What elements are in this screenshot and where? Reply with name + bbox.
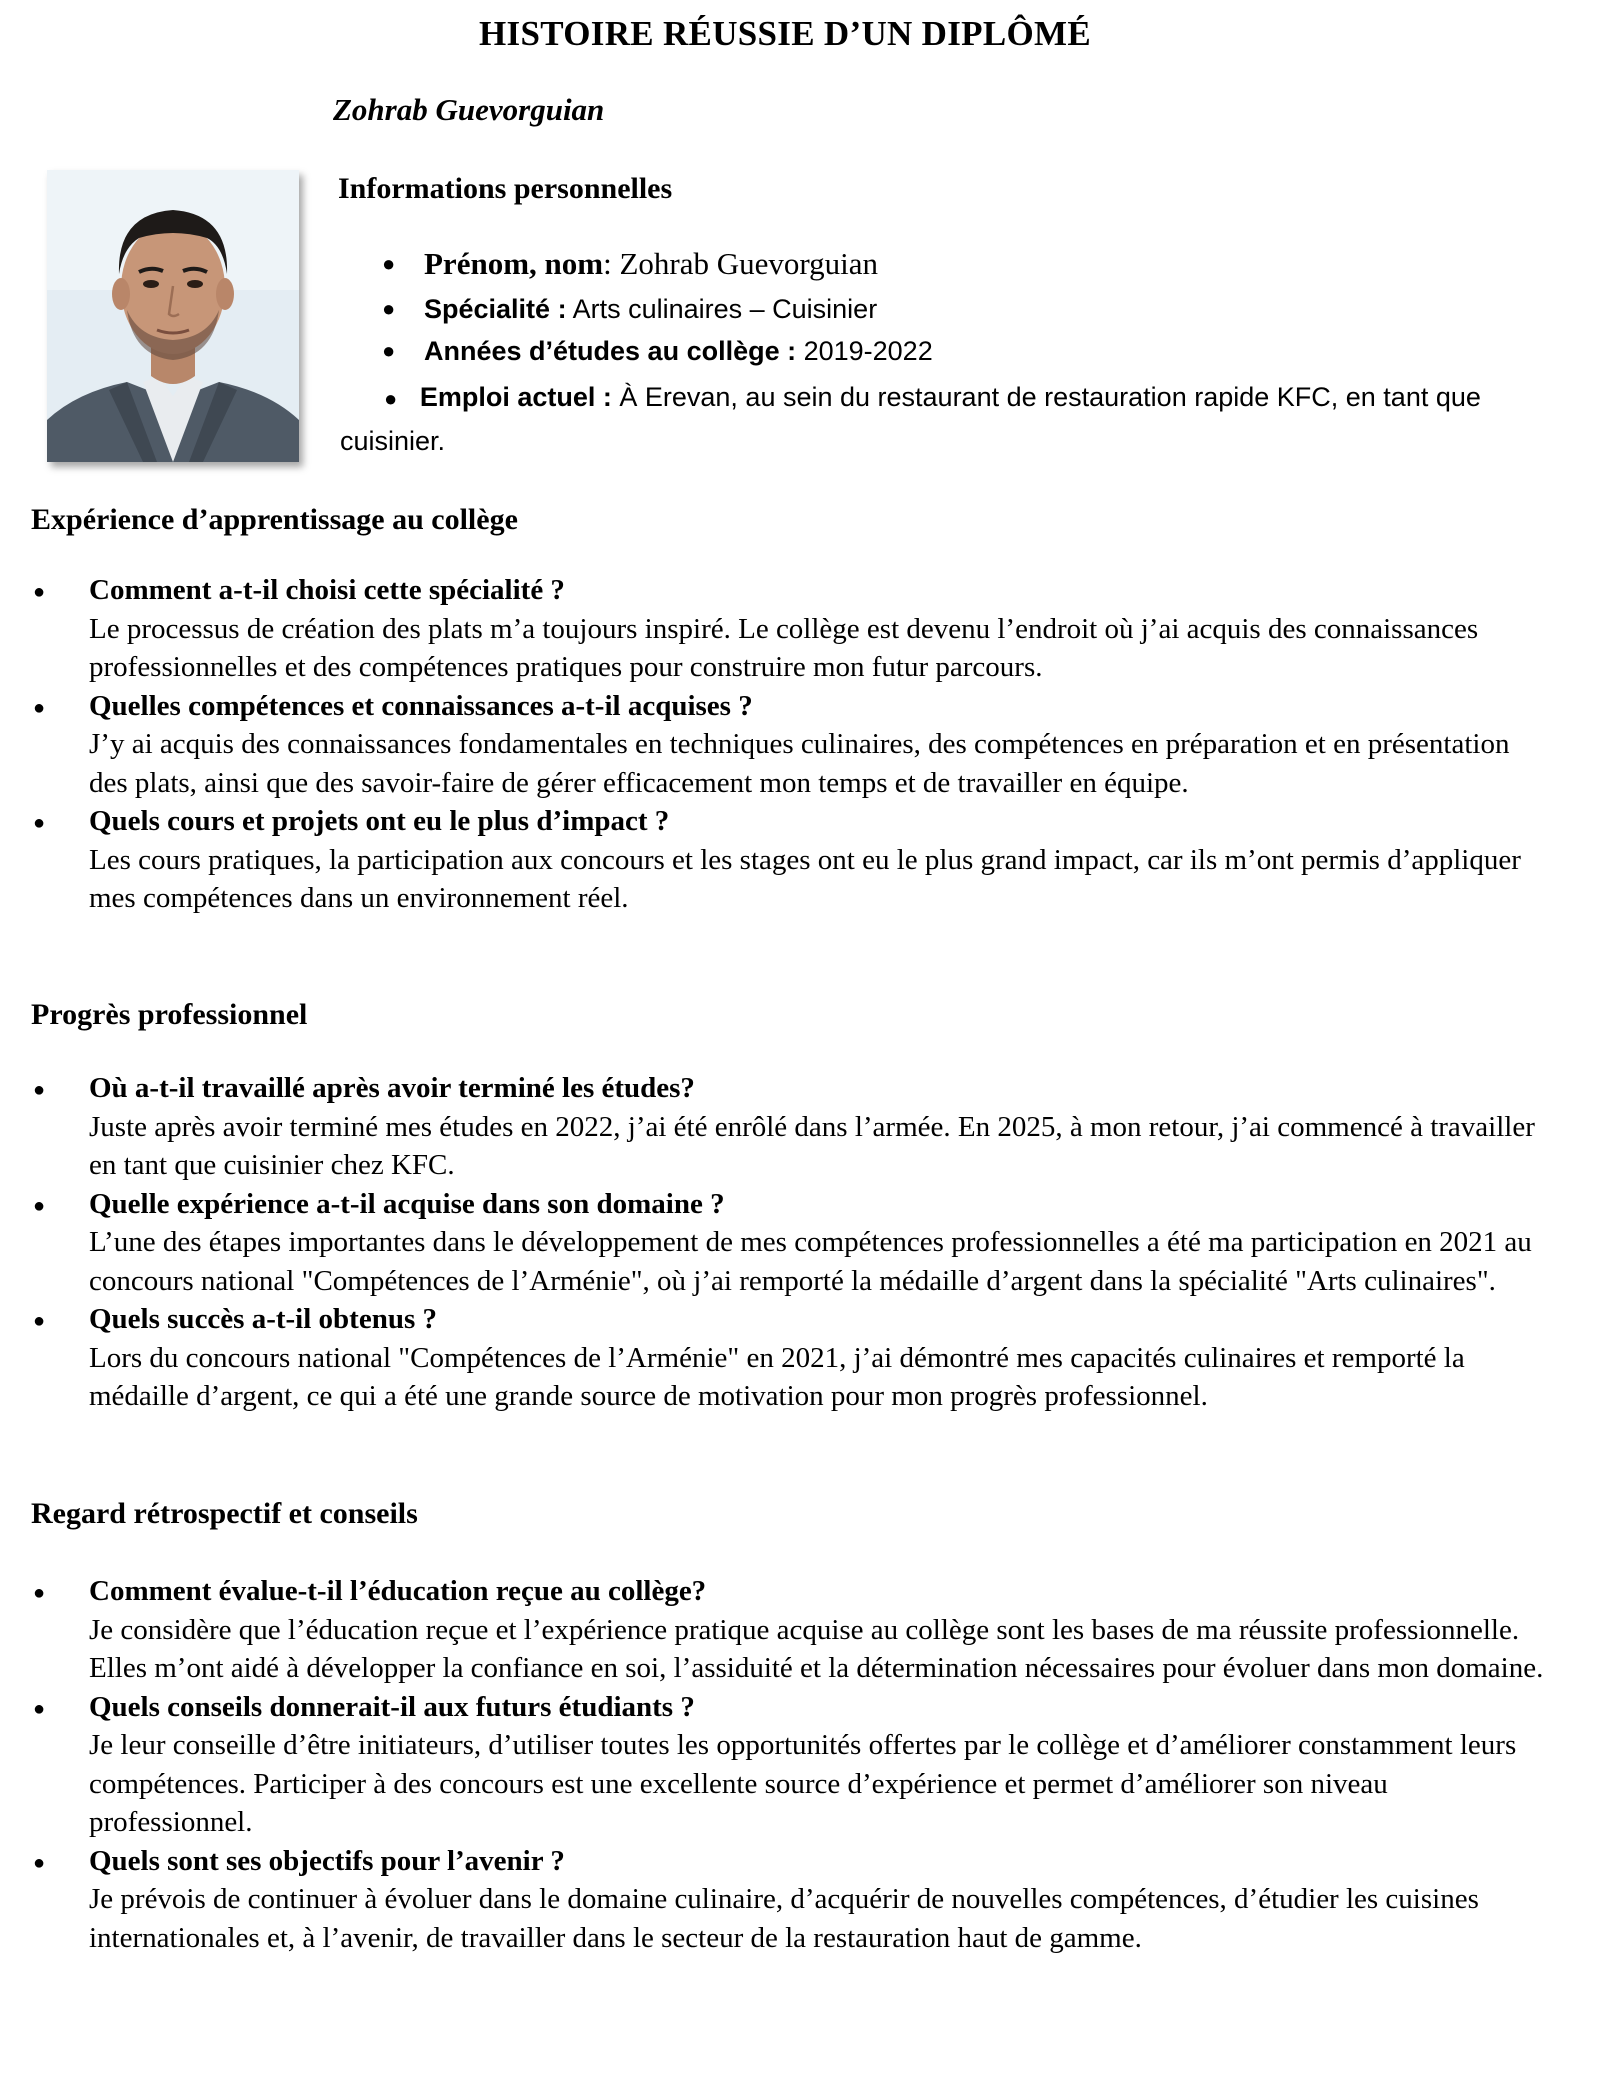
- graduate-name: Zohrab Guevorguian: [333, 92, 605, 127]
- bullet-icon: ●: [33, 812, 46, 834]
- bullet-icon: ●: [33, 1851, 46, 1874]
- personal-info-list: [338, 240, 1538, 372]
- qa-list: [31, 571, 1551, 918]
- bullet-icon: ●: [382, 338, 396, 363]
- list-item: [31, 1688, 1551, 1842]
- list-item: [31, 1185, 1551, 1301]
- list-item: [31, 1572, 1551, 1688]
- bullet-icon: ●: [33, 581, 46, 603]
- bullet-icon: ●: [33, 696, 46, 719]
- answer: L’une des étapes importantes dans le développement de mes compétences professionnelles a été ma participation en 2021 au concours national "Compétences de l’Arménie", où j’ai remporté la médaille d’argent dans la spécialité "Arts culinaires".: [89, 1226, 1532, 1297]
- list-item: [31, 571, 1551, 687]
- question: Quels sont ses objectifs pour l’avenir ?: [89, 1844, 565, 1877]
- years-label: Années d’études au collège :: [424, 336, 797, 366]
- section-heading: Expérience d’apprentissage au collège: [31, 503, 518, 536]
- answer: Les cours pratiques, la participation aux concours et les stages ont eu le plus grand impact, car ils m’ont permis d’appliquer mes compétences dans un environnement réel.: [89, 843, 1521, 914]
- specialty-label: Spécialité :: [424, 294, 567, 324]
- list-item: [338, 240, 1538, 288]
- answer: Juste après avoir terminé mes études en 2022, j’ai été enrôlé dans l’armée. En 2025, à mon retour, j’ai commencé à travailler en tant que cuisinier chez KFC.: [89, 1110, 1535, 1181]
- list-item: [31, 802, 1551, 918]
- job-value: À Erevan, au sein du restaurant de restauration rapide KFC, en tant que cuisinier.: [340, 382, 1481, 456]
- question: Quels conseils donnerait-il aux futurs étudiants ?: [89, 1690, 695, 1723]
- list-item: [31, 1300, 1551, 1416]
- question: Quels cours et projets ont eu le plus d’impact ?: [89, 805, 670, 837]
- bullet-icon: ●: [382, 296, 396, 321]
- bullet-icon: ●: [33, 1310, 46, 1332]
- question: Quelles compétences et connaissances a-t-il acquises ?: [89, 689, 753, 722]
- question: Où a-t-il travaillé après avoir terminé les études?: [89, 1072, 695, 1104]
- page-title: HISTOIRE RÉUSSIE D’UN DIPLÔMÉ: [479, 14, 1091, 53]
- bullet-icon: ●: [33, 1079, 46, 1101]
- specialty-value: Arts culinaires – Cuisinier: [566, 294, 878, 324]
- bullet-icon: ●: [384, 386, 398, 411]
- list-item: [31, 1069, 1551, 1185]
- question: Quelle expérience a-t-il acquise dans son domaine ?: [89, 1187, 725, 1220]
- answer: Le processus de création des plats m’a toujours inspiré. Le collège est devenu l’endroit où j’ai acquis des connaissances professionnelles et des compétences pratiques pour construire mon futur parcours.: [89, 612, 1479, 683]
- fullname-value: : Zohrab Guevorguian: [603, 246, 879, 281]
- years-value: 2019-2022: [796, 336, 933, 366]
- graduate-photo: [47, 170, 299, 462]
- question: Comment a-t-il choisi cette spécialité ?: [89, 574, 565, 606]
- question: Quels succès a-t-il obtenus ?: [89, 1303, 437, 1335]
- bullet-icon: ●: [33, 1194, 46, 1217]
- personal-info-heading: Informations personnelles: [338, 172, 673, 205]
- question: Comment évalue-t-il l’éducation reçue au collège?: [89, 1575, 707, 1607]
- list-item: [338, 288, 1538, 330]
- answer: Je considère que l’éducation reçue et l’expérience pratique acquise au collège sont les bases de ma réussite professionnelle. Elles m’ont aidé à développer la confiance en soi, l’assiduité et la détermination nécessaires pour évoluer dans mon domaine.: [89, 1613, 1544, 1684]
- job-label: Emploi actuel :: [419, 382, 612, 412]
- fullname-label: Prénom, nom: [424, 246, 604, 281]
- section-heading: Progrès professionnel: [31, 998, 308, 1031]
- section-heading: Regard rétrospectif et conseils: [31, 1497, 418, 1530]
- answer: J’y ai acquis des connaissances fondamentales en techniques culinaires, des compétences en préparation et en présentation des plats, ainsi que des savoir-faire de gérer efficacement mon temps et de travailler en équipe.: [89, 728, 1510, 799]
- list-item: [338, 330, 1538, 372]
- bullet-icon: ●: [382, 251, 396, 276]
- answer: Lors du concours national "Compétences de l’Arménie" en 2021, j’ai démontré mes capacités culinaires et remporté la médaille d’argent, ce qui a été une grande source de motivation pour mon progrès professionnel.: [89, 1341, 1465, 1412]
- qa-list: [31, 1069, 1551, 1416]
- bullet-icon: ●: [33, 1582, 46, 1604]
- answer: Je prévois de continuer à évoluer dans le domaine culinaire, d’acquérir de nouvelles compétences, d’étudier les cuisines internationales et, à l’avenir, de travailler dans le secteur de la restauration haut de gamme.: [89, 1883, 1479, 1954]
- answer: Je leur conseille d’être initiateurs, d’utiliser toutes les opportunités offertes par le collège et d’améliorer constamment leurs compétences. Participer à des concours est une excellente source d’expérience et permet d’améliorer son niveau professionnel.: [89, 1729, 1517, 1838]
- current-job: [340, 376, 1520, 462]
- list-item: [31, 687, 1551, 803]
- list-item: [31, 1842, 1551, 1958]
- bullet-icon: ●: [33, 1697, 46, 1720]
- qa-list: [31, 1572, 1551, 1957]
